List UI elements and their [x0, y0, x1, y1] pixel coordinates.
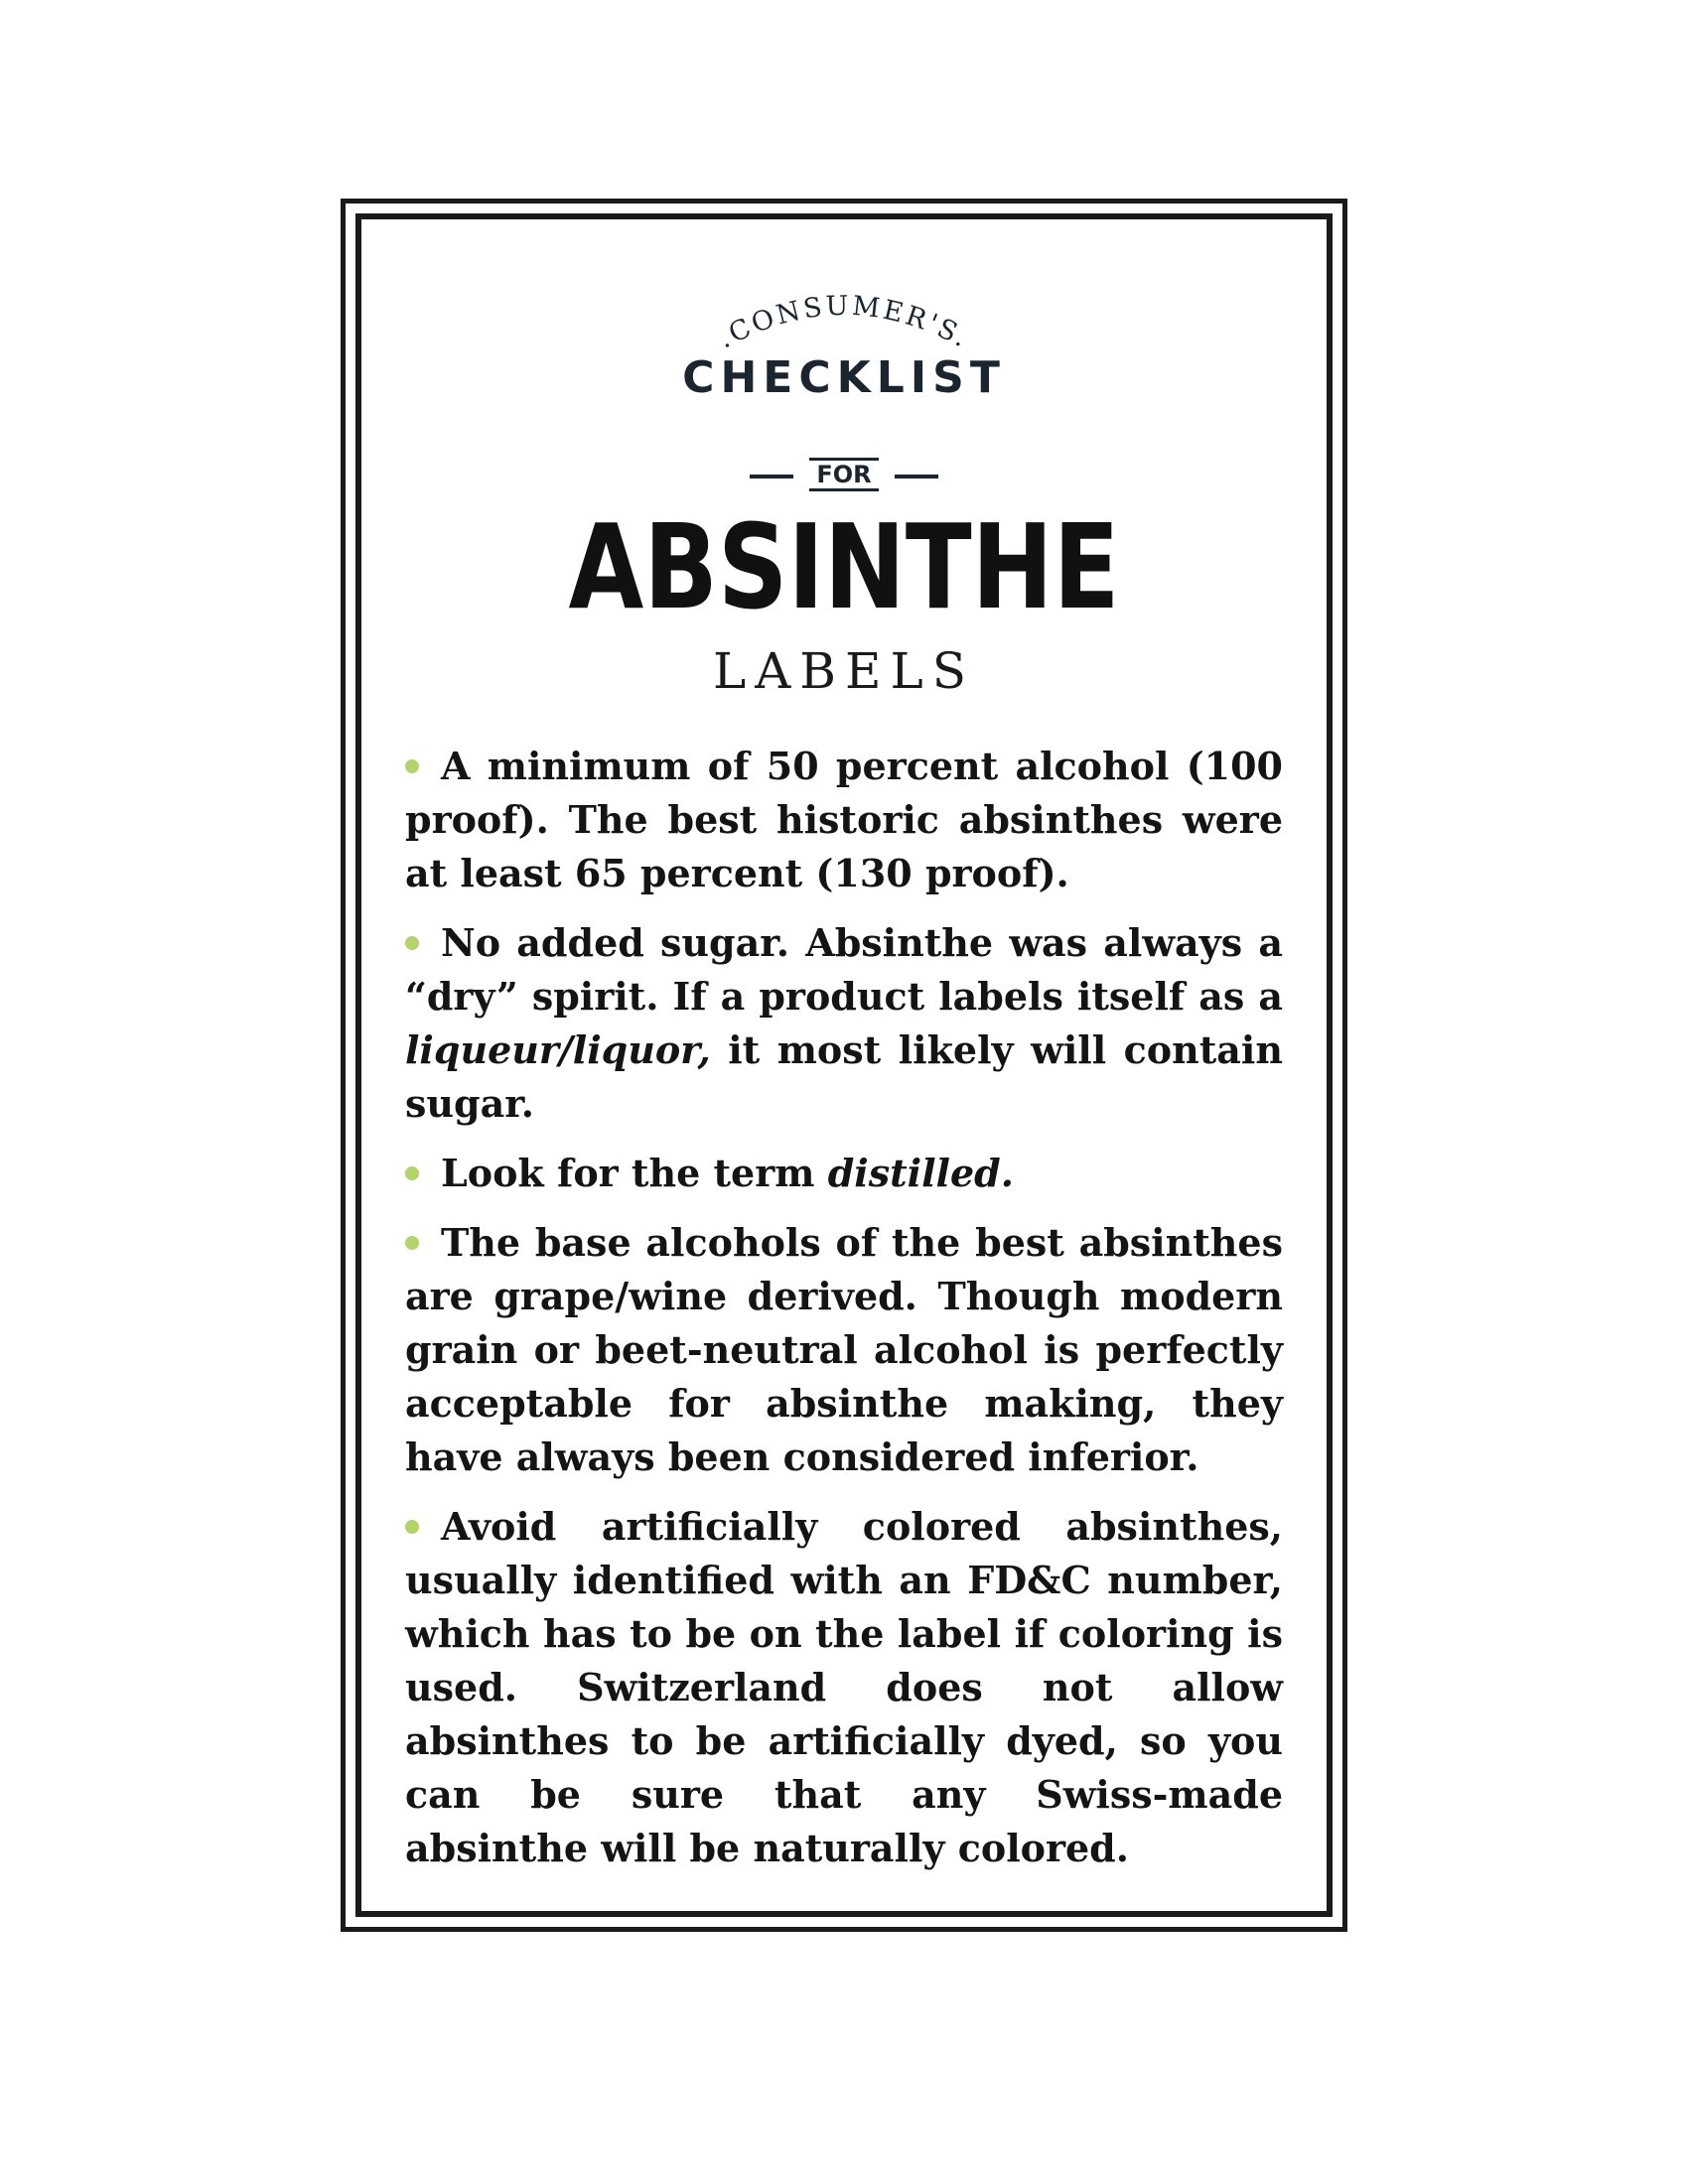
list-item [405, 1216, 1283, 1484]
bullet-icon [405, 1236, 419, 1250]
for-divider [750, 450, 938, 499]
for-text: FOR [809, 458, 879, 491]
consumers-text: .CONSUMER'S. [712, 290, 976, 355]
item-text: No added sugar. Absinthe was always a “dry” spirit. If a product labels itself as a [405, 920, 1283, 1019]
item-text-end: it most likely will contain sugar. [405, 1027, 1283, 1126]
item-text: A minimum of 50 percent alcohol (100 proof). The best historic absinthes were at least 65 percent (130 proof). [405, 744, 1283, 895]
consumers-arc-heading [695, 271, 993, 360]
list-item [405, 916, 1283, 1131]
bullet-icon [405, 1166, 419, 1180]
checklist-items [405, 740, 1283, 1891]
svg-text:.CONSUMER'S. [713, 291, 975, 355]
list-item [405, 1500, 1283, 1875]
checklist-card [341, 199, 1347, 1932]
page-title: ABSINTHE [568, 498, 1120, 635]
item-text: Look for the term [441, 1151, 828, 1195]
card-inner-border [355, 213, 1333, 1917]
item-text: Avoid artificially colored absinthes, usually identified with an FD&C number, which has to be on the label if coloring is used. Switzerland does not allow absinthes to be artificially dyed, so you can be sure that any Swiss-made absinthe will be naturally colored. [405, 1504, 1283, 1870]
page-subtitle: LABELS [712, 642, 975, 700]
bullet-icon [405, 759, 419, 773]
checklist-heading: CHECKLIST [682, 352, 1006, 403]
item-emphasis: distilled. [827, 1151, 1014, 1195]
divider-line-left [750, 475, 793, 478]
bullet-icon [405, 1520, 419, 1534]
bullet-icon [405, 936, 419, 950]
item-emphasis: liqueur/liquor, [405, 1027, 711, 1072]
item-text: The base alcohols of the best absinthes are grape/wine derived. Though modern grain or beet-neutral alcohol is perfectly acceptable for absinthe making, they have always been considered inferior. [405, 1220, 1283, 1479]
divider-line-right [895, 475, 938, 478]
list-item [405, 1147, 1283, 1200]
list-item [405, 740, 1283, 900]
